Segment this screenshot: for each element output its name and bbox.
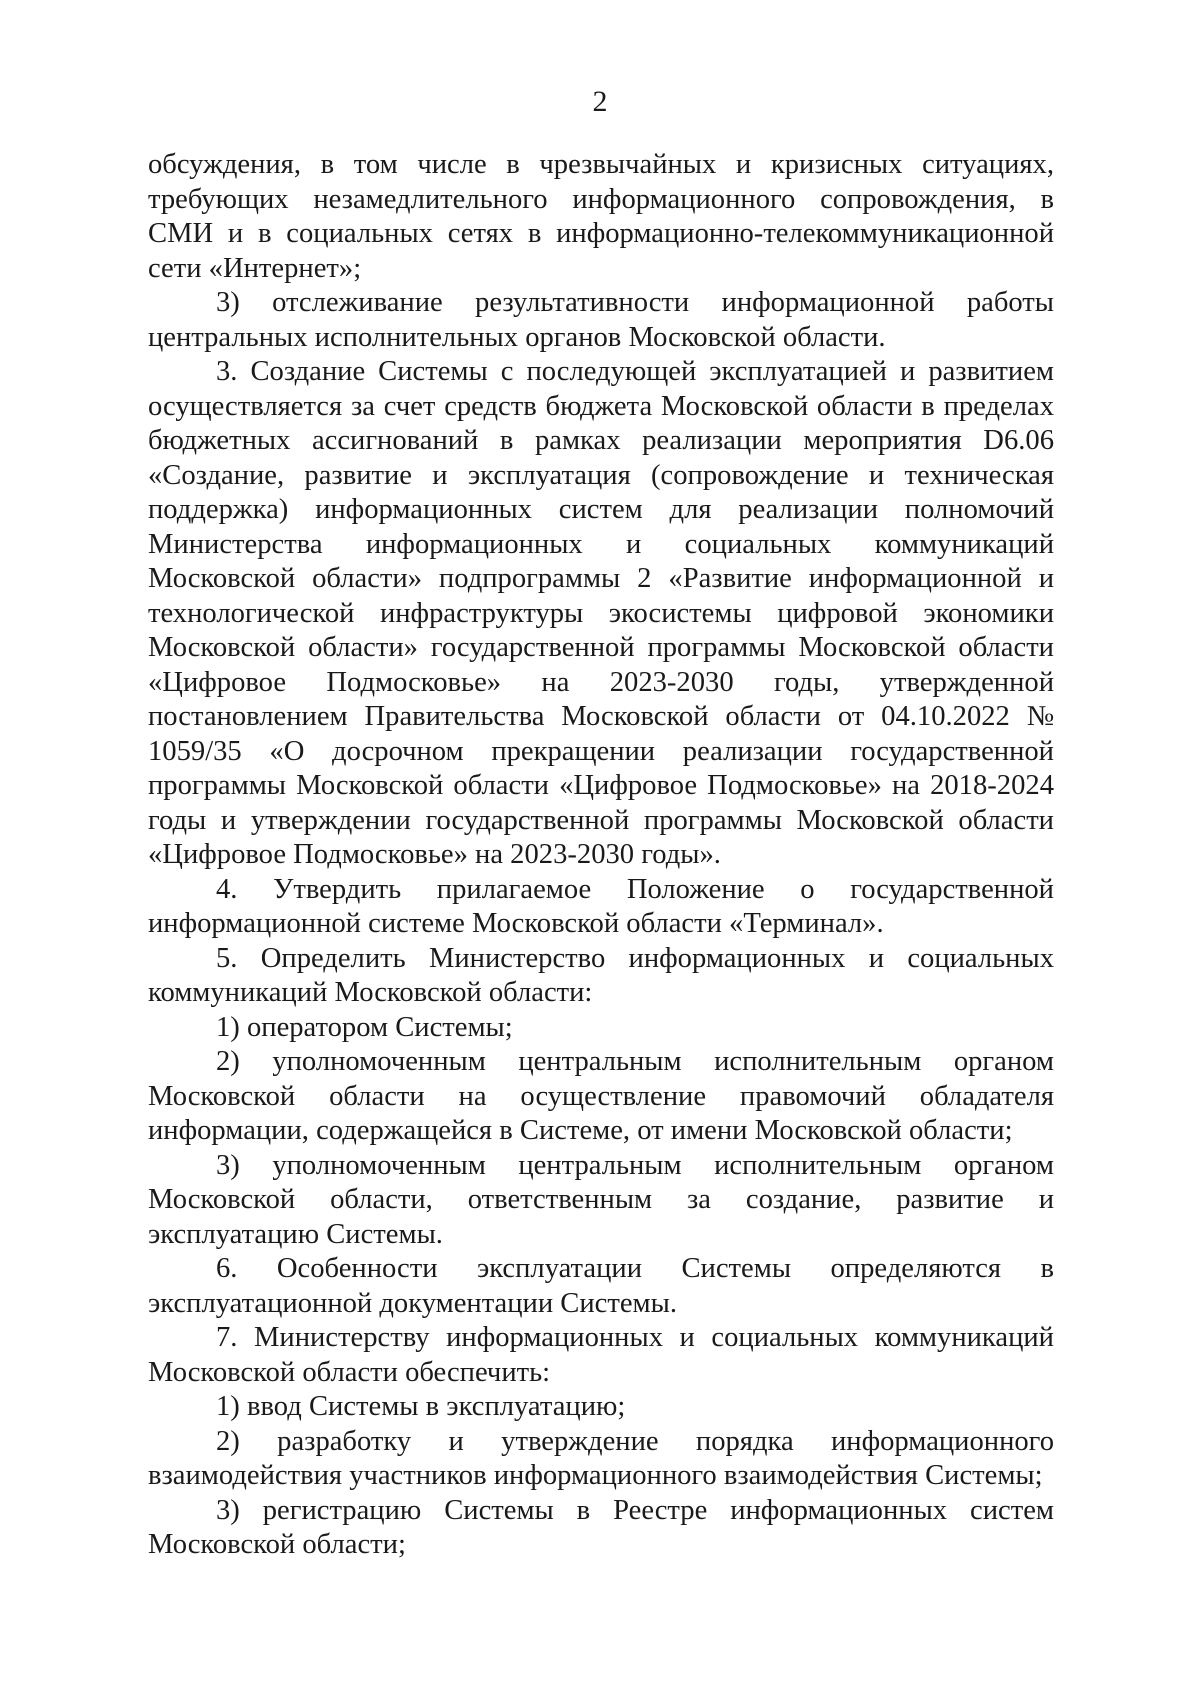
paragraph-clause-3-funding: 3. Создание Системы с последующей эксплуатацией и развитием осуществляется за счет средств бюджета Московской области в пределах бюджетных ассигнований в рамках реализации мероприятия D6.06 «Создание, развитие и эксплуатация (сопровождение и техническая поддержка) информационных систем для реализации полномочий Министерства информационных и социальных коммуникаций Московской области» подпрограммы 2 «Развитие информационной и технологической инфраструктуры экосистемы цифровой экономики Московской области» государственной программы Московской области «Цифровое Подмосковье» на 2023-2030 годы, утвержденной постановлением Правительства Московской области от 04.10.2022 № 1059/35 «О досрочном прекращении реализации государственной программы Московской области «Цифровое Подмосковье» на 2018-2024 годы и утверждении государственной программы Московской области «Цифровое Подмосковье» на 2023-2030 годы». — [148, 356, 1054, 870]
paragraph-item-3-monitoring: 3) отслеживание результативности информационной работы центральных исполнительных органов Московской области. — [148, 287, 1054, 353]
paragraph-clause-5-designate: 5. Определить Министерство информационных и социальных коммуникаций Московской области: — [148, 942, 1054, 1008]
paragraph-clause-5-item-3: 3) уполномоченным центральным исполнительным органом Московской области, ответственным за создание, развитие и эксплуатацию Системы. — [148, 1149, 1054, 1250]
paragraph-clause-7-item-2: 2) разработку и утверждение порядка информационного взаимодействия участников информационного взаимодействия Системы; — [148, 1425, 1054, 1491]
paragraph-continuation: обсуждения, в том числе в чрезвычайных и кризисных ситуациях, требующих незамедлительного информационного сопровождения, в СМИ и в социальных сетях в информационно-телекоммуникационной сети «Интернет»; — [148, 149, 1054, 284]
paragraph-clause-7-item-1: 1) ввод Системы в эксплуатацию; — [216, 1391, 626, 1422]
paragraph-clause-7-ministry: 7. Министерству информационных и социальных коммуникаций Московской области обеспечить: — [148, 1322, 1054, 1388]
paragraph-clause-4-approve: 4. Утвердить прилагаемое Положение о государственной информационной системе Московской области «Терминал». — [148, 873, 1054, 939]
paragraph-clause-6-operation: 6. Особенности эксплуатации Системы определяются в эксплуатационной документации Системы. — [148, 1253, 1054, 1319]
document-body — [148, 148, 1054, 1563]
page-number: 2 — [592, 85, 608, 118]
paragraph-clause-7-item-3: 3) регистрацию Системы в Реестре информационных систем Московской области; — [148, 1494, 1054, 1560]
paragraph-clause-5-item-1: 1) оператором Системы; — [216, 1011, 513, 1043]
paragraph-clause-5-item-2: 2) уполномоченным центральным исполнительным органом Московской области на осуществление правомочий обладателя информации, содержащейся в Системе, от имени Московской области; — [148, 1046, 1054, 1146]
